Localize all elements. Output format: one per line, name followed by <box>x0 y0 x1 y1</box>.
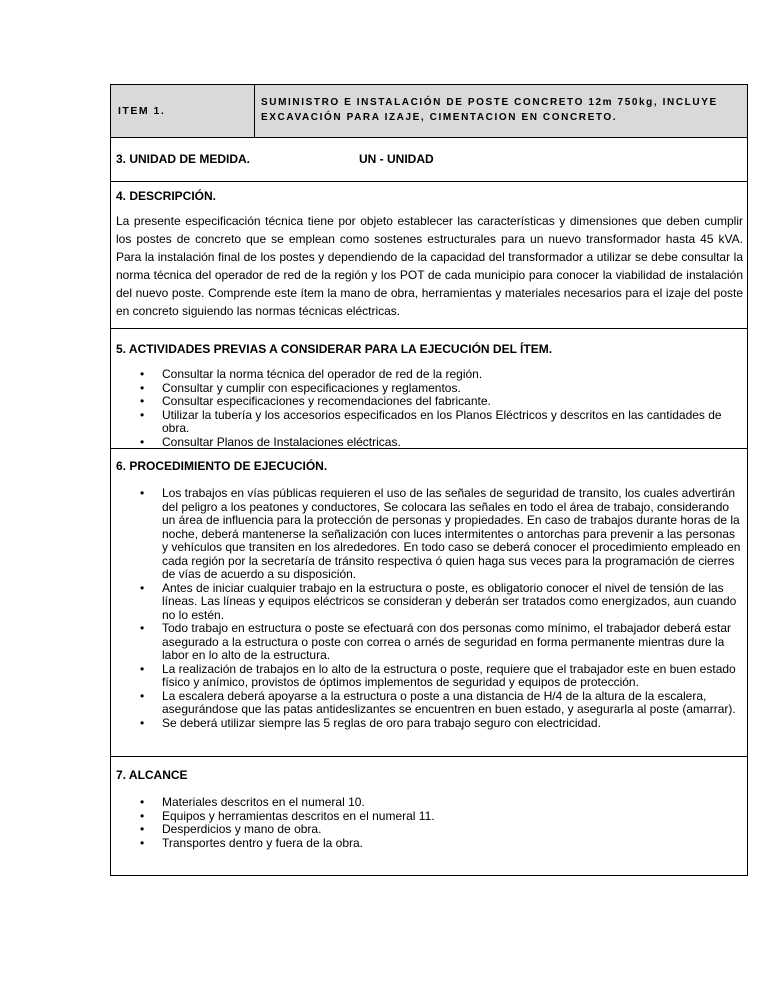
scope-heading: 7. ALCANCE <box>116 768 188 782</box>
previous-activities-list <box>116 368 743 449</box>
list-item: • Transportes dentro y fuera de la obra. <box>162 837 743 851</box>
list-item: • Consultar la norma técnica del operador de red de la región. <box>162 368 743 382</box>
list-item: • Todo trabajo en estructura o poste se efectuará con dos personas como mínimo, el trabajador deberá estar asegurado a la estructura o poste con correa o arnés de seguridad en forma permanente mientras dure la labor en lo alto de la estructura. <box>162 622 743 663</box>
unit-label: 3. UNIDAD DE MEDIDA. <box>116 152 251 166</box>
list-item: • La escalera deberá apoyarse a la estructura o poste a una distancia de H/4 de la altura de la escalera, asegurándose que las patas antideslizantes se encuentren en buen estado, y asegurarla al poste (amarrar). <box>162 690 743 717</box>
list-item: • Consultar y cumplir con especificaciones y reglamentos. <box>162 382 743 396</box>
unit-value: UN - UNIDAD <box>359 152 434 166</box>
spec-sheet <box>110 84 748 876</box>
item-number: ITEM 1. <box>111 85 255 137</box>
item-title: SUMINISTRO E INSTALACIÓN DE POSTE CONCRETO 12m 750kg, INCLUYE EXCAVACIÓN PARA IZAJE, CIMENTACION EN CONCRETO. <box>261 97 718 123</box>
list-item: • Desperdicios y mano de obra. <box>162 823 743 837</box>
procedure-heading: 6. PROCEDIMIENTO DE EJECUCIÓN. <box>116 459 328 473</box>
list-item: • Antes de iniciar cualquier trabajo en la estructura o poste, es obligatorio conocer el nivel de tensión de las líneas. Las líneas y equipos eléctricos se consideran y deberán ser tratados como energizados, aun cuando no lo estén. <box>162 582 743 623</box>
previous-activities-heading: 5. ACTIVIDADES PREVIAS A CONSIDERAR PARA LA EJECUCIÓN DEL ÍTEM. <box>116 342 553 356</box>
list-item: • Consultar Planos de Instalaciones eléctricas. <box>162 436 743 450</box>
previous-activities-section <box>110 329 748 449</box>
unit-row <box>110 138 748 182</box>
list-item: • Materiales descritos en el numeral 10. <box>162 796 743 810</box>
description-text: La presente especificación técnica tiene por objeto establecer las características y dimensiones que deben cumplir los postes de concreto que se emplean como sostenes estructurales para un nuevo transformador hasta 45 kVA. Para la instalación final de los postes y dependiendo de la capacidad del transformador a utilizar se debe consultar la norma técnica del operador de red de la región y los POT de cada municipio para conocer la viabilidad de instalación del nuevo poste. Comprende este ítem la mano de obra, herramientas y materiales necesarios para el izaje del poste en concreto siguiendo las normas técnicas eléctricas. <box>116 214 743 318</box>
list-item: • Equipos y herramientas descritos en el numeral 11. <box>162 810 743 824</box>
list-item: • Los trabajos en vías públicas requieren el uso de las señales de seguridad de transito, los cuales advertirán del peligro a los peatones y conductores, Se colocara las señales en todo el área de trabajo, considerando un área de influencia para la protección de personas y propiedades. En caso de trabajos durante horas de la noche, deberá mantenerse la señalización con luces intermitentes o antorchas para prevenir a las personas y vehículos que transiten en los alrededores. En todo caso se deberá conocer el procedimiento empleado en cada región por la secretaría de tránsito respectiva ó quien haga sus veces para la programación de cierres de vías de acuerdo a su disposición. <box>162 487 743 582</box>
list-item: • Consultar especificaciones y recomendaciones del fabricante. <box>162 395 743 409</box>
item-header-row <box>110 84 748 138</box>
scope-list <box>116 796 743 850</box>
scope-section <box>110 757 748 876</box>
list-item: • Utilizar la tubería y los accesorios especificados en los Planos Eléctricos y descritos en las cantidades de obra. <box>162 409 743 436</box>
description-section <box>110 182 748 329</box>
procedure-section <box>110 449 748 757</box>
procedure-list <box>116 487 743 730</box>
list-item: • Se deberá utilizar siempre las 5 reglas de oro para trabajo seguro con electricidad. <box>162 717 743 731</box>
list-item: • La realización de trabajos en lo alto de la estructura o poste, requiere que el trabajador este en buen estado físico y anímico, provistos de óptimos implementos de seguridad y equipos de protección. <box>162 663 743 690</box>
description-heading: 4. DESCRIPCIÓN. <box>116 189 217 203</box>
